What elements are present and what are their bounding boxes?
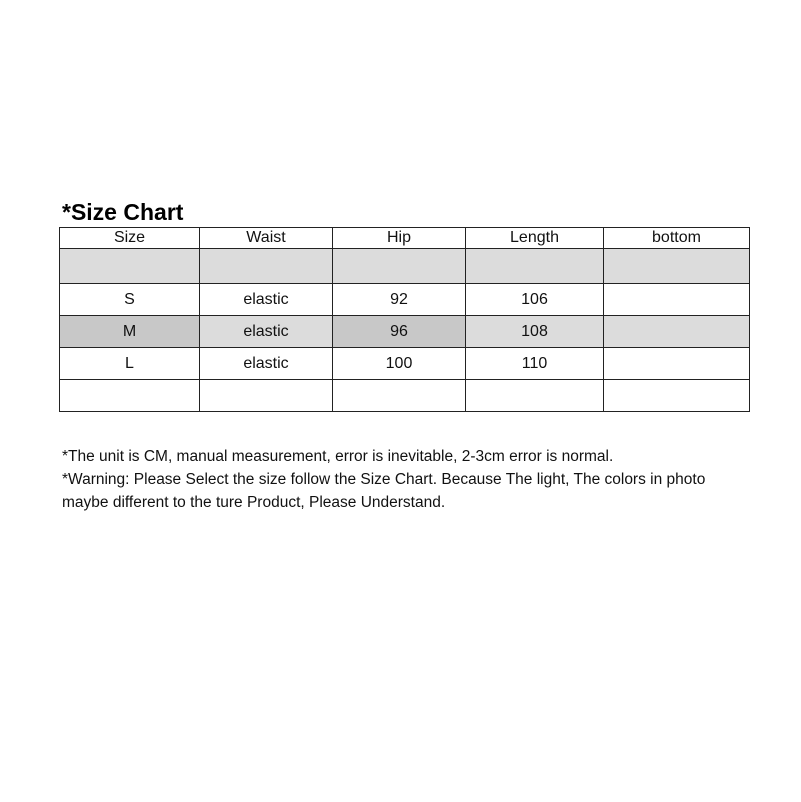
table-row <box>60 316 750 348</box>
table-header-row <box>60 228 750 249</box>
table-cell <box>200 249 333 284</box>
table-cell <box>466 249 604 284</box>
table-row <box>60 249 750 284</box>
notes-block <box>62 445 752 514</box>
table-cell <box>604 249 750 284</box>
table-cell-length: 110 <box>466 348 604 380</box>
table-cell-bottom <box>604 316 750 348</box>
table-row <box>60 284 750 316</box>
header-length: Length <box>466 228 604 249</box>
table-cell <box>60 380 200 412</box>
table-row <box>60 380 750 412</box>
table-cell <box>200 380 333 412</box>
table-cell-hip: 96 <box>333 316 466 348</box>
size-chart-title: *Size Chart <box>62 199 184 225</box>
table-cell-size: L <box>60 348 200 380</box>
header-bottom: bottom <box>604 228 750 249</box>
table-cell-bottom <box>604 348 750 380</box>
table-cell <box>333 380 466 412</box>
table-cell-hip: 92 <box>333 284 466 316</box>
size-chart-table <box>59 227 750 412</box>
table-cell-size: M <box>60 316 200 348</box>
table-cell-length: 108 <box>466 316 604 348</box>
table-cell <box>466 380 604 412</box>
header-size: Size <box>60 228 200 249</box>
header-hip: Hip <box>333 228 466 249</box>
table-cell-bottom <box>604 284 750 316</box>
table-cell-size: S <box>60 284 200 316</box>
table-cell-waist: elastic <box>200 284 333 316</box>
unit-note: *The unit is CM, manual measurement, error is inevitable, 2-3cm error is normal. <box>62 448 614 465</box>
table-cell <box>60 249 200 284</box>
table-cell-hip: 100 <box>333 348 466 380</box>
table-cell <box>333 249 466 284</box>
warning-note: *Warning: Please Select the size follow the Size Chart. Because The light, The colors in photo maybe different to the ture Product, Please Understand. <box>62 471 706 511</box>
table-cell-waist: elastic <box>200 316 333 348</box>
table-cell-length: 106 <box>466 284 604 316</box>
table-cell-waist: elastic <box>200 348 333 380</box>
table-cell <box>604 380 750 412</box>
header-waist: Waist <box>200 228 333 249</box>
table-row <box>60 348 750 380</box>
